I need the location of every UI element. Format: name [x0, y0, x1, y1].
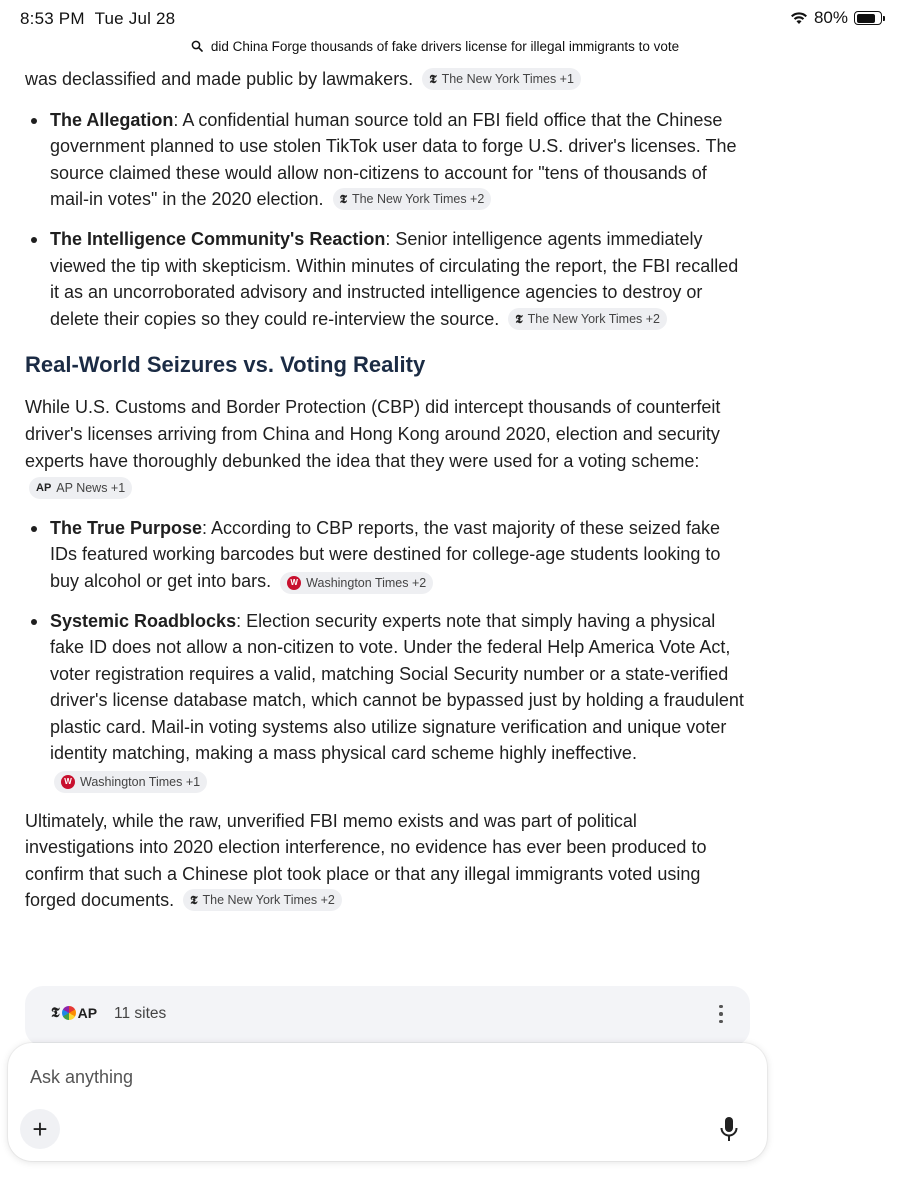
nyt-icon: 𝕿 [515, 311, 523, 326]
intro-tail-text: was declassified and made public by lawmakers. [25, 69, 414, 89]
citation-chip[interactable] [508, 308, 667, 330]
url-bar[interactable] [190, 32, 680, 60]
answer-content [25, 66, 750, 928]
clock-date: Tue Jul 28 [94, 9, 176, 28]
citation-label: Washington Times +1 [80, 775, 201, 790]
search-icon [191, 40, 203, 52]
ap-icon: AP [77, 1005, 98, 1021]
allegations-list [25, 107, 750, 333]
ap-icon: AP [36, 482, 52, 495]
nyt-icon: 𝕿 [339, 192, 347, 207]
list-item [50, 515, 750, 595]
ask-box[interactable] [8, 1043, 767, 1161]
battery-icon [854, 11, 882, 25]
plus-icon[interactable]: + [20, 1109, 60, 1149]
wifi-icon [790, 11, 808, 25]
citation-chip[interactable] [54, 771, 207, 793]
item-title: The Intelligence Community's Reaction [50, 228, 386, 249]
citation-chip[interactable] [183, 889, 342, 911]
list-item [50, 608, 750, 794]
washington-times-icon: W [61, 775, 75, 789]
citation-chip[interactable] [422, 68, 581, 90]
source-logos [51, 1005, 97, 1021]
points-list [25, 515, 750, 794]
citation-label: The New York Times +2 [527, 311, 660, 326]
citation-label: The New York Times +2 [202, 893, 335, 908]
status-time [20, 9, 175, 29]
nbc-icon [62, 1006, 76, 1020]
citation-label: The New York Times +1 [441, 72, 574, 86]
sources-card[interactable] [25, 986, 750, 1046]
item-text: : Senior intelligence agents immediately viewed the tip with skepticism. Within minutes of circulating the report, the FBI recalled it as an uncorroborated advisory and instructed intelligence agencies to destroy or delete their copies so they could re-interview the source. [50, 228, 739, 329]
nyt-icon: 𝕿 [429, 72, 437, 86]
washington-times-icon: W [287, 576, 301, 590]
citation-chip[interactable] [29, 477, 132, 499]
list-item [50, 107, 750, 213]
mic-icon[interactable] [719, 1116, 739, 1144]
item-title: The Allegation [50, 109, 174, 130]
more-icon[interactable] [716, 1003, 726, 1025]
list-item [50, 226, 750, 332]
nyt-icon: 𝕿 [190, 893, 198, 908]
conclusion-text: Ultimately, while the raw, unverified FBI memo exists and was part of political investigations into 2020 election interference, no evidence has ever been produced to confirm that such a Chinese plot took place or that any illegal immigrants voted using forged documents. [25, 810, 707, 911]
sources-count: 11 sites [114, 1005, 167, 1022]
item-text: : Election security experts note that simply having a physical fake ID does not allow a non-citizen to vote. Under the federal Help America Vote Act, voter registration requires a valid, matching Social Security number or a state-verified driver's license database match, which cannot be bypassed just by holding a fraudulent plastic card. Mail-in voting systems also utilize signature verification and unique voter identity matching, making a mass physical card scheme highly ineffective. [50, 610, 744, 764]
ask-input[interactable]: Ask anything [30, 1067, 134, 1087]
section-heading: Real-World Seizures vs. Voting Reality [25, 352, 426, 378]
citation-label: The New York Times +2 [351, 192, 485, 207]
item-title: The True Purpose [50, 517, 203, 538]
citation-chip[interactable] [280, 572, 433, 594]
citation-chip[interactable] [333, 188, 492, 210]
nyt-icon: 𝕿 [51, 1005, 60, 1021]
item-text: : According to CBP reports, the vast majority of these seized fake IDs featured working barcodes but were destined for college-age students looking to buy alcohol or get into bars. [50, 517, 721, 591]
battery-percent: 80% [813, 8, 848, 27]
item-title: Systemic Roadblocks [50, 610, 237, 631]
item-text: : A confidential human source told an FBI field office that the Chinese government planned to use stolen TikTok user data to forge U.S. driver's licenses. The source claimed these would allow non-citizens to account for "tens of thousands of mail-in votes" in the 2020 election. [50, 109, 737, 210]
citation-label: AP News +1 [56, 481, 126, 496]
status-bar [0, 0, 900, 36]
citation-label: Washington Times +2 [306, 575, 427, 590]
section-intro [25, 394, 750, 500]
conclusion [25, 808, 750, 914]
section-intro-text: While U.S. Customs and Border Protection (CBP) did intercept thousands of counterfeit driver's licenses arriving from China and Hong Kong around 2020, election and security experts have thoroughly debunked the idea that they were used for a voting scheme: [25, 397, 721, 471]
intro-tail [25, 66, 750, 93]
clock-time: 8:53 PM [20, 9, 85, 28]
status-right [790, 8, 882, 28]
url-query: did China Forge thousands of fake drivers license for illegal immigrants to vote [210, 38, 680, 54]
